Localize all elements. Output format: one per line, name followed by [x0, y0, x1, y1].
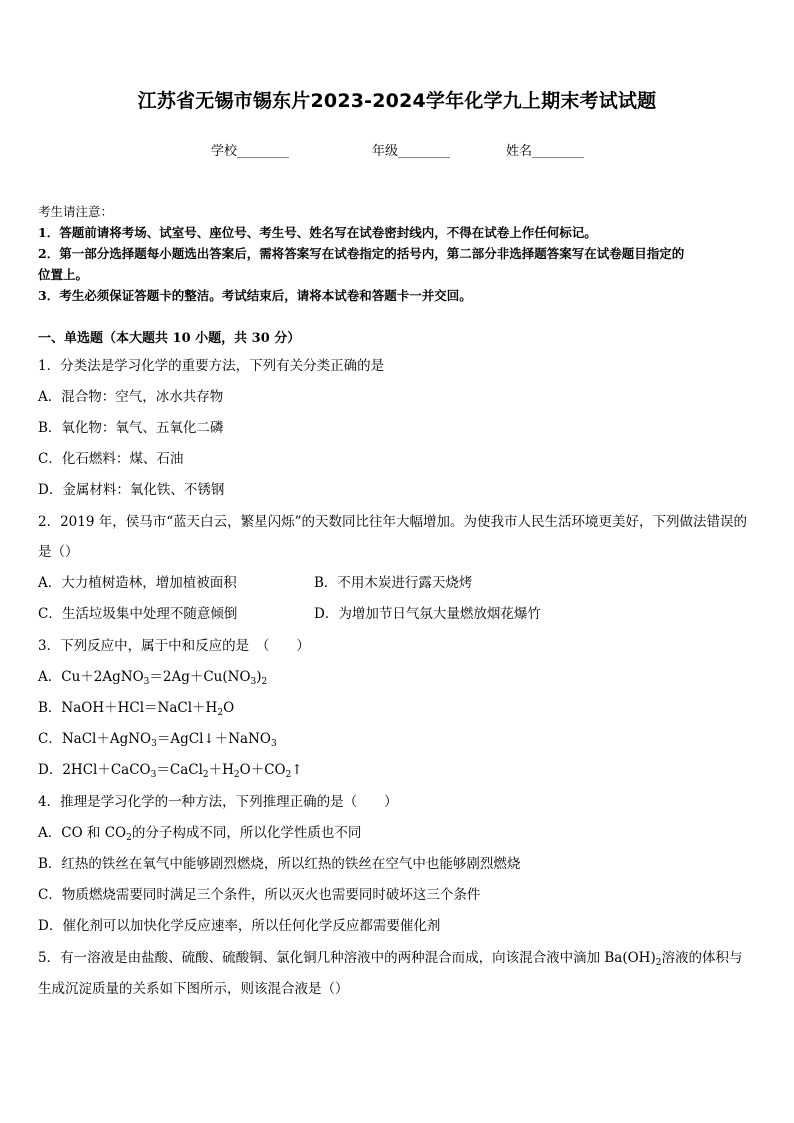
question-4-option-c[interactable]: C．物质燃烧需要同时满足三个条件，所以灭火也需要同时破坏这三个条件 — [38, 887, 481, 903]
notice-item: 1．答题前请将考场、试室号、座位号、考生号、姓名写在试卷密封线内，不得在试卷上作任何标记。 — [38, 225, 597, 240]
grade-field[interactable]: 年级________ — [372, 144, 451, 159]
subscript: 2 — [126, 833, 132, 843]
stem-text: 溶液的体积与 — [661, 950, 743, 966]
question-1-option-c[interactable]: C．化石燃料：煤、石油 — [38, 451, 184, 467]
stem-text: 5．有一溶液是由盐酸、硫酸、硫酸铜、氯化铜几种溶液中的两种混合而成，向该混合液中滴加 Ba(OH) — [38, 950, 656, 966]
subscript: 2 — [202, 770, 209, 780]
question-4-option-a[interactable] — [38, 821, 361, 841]
notice-item: 3．考生必须保证答题卡的整洁。考试结束后，请将本试卷和答题卡一并交回。 — [38, 288, 472, 303]
equation-text: ＝CaCl — [156, 762, 203, 778]
name-field[interactable]: 姓名________ — [506, 144, 585, 159]
question-2-option-c[interactable]: C．生活垃圾集中处理不随意倾倒 — [38, 606, 238, 622]
equation-text: Cu＋2AgNO — [61, 669, 144, 685]
equation-text: ＝2Ag＋Cu(NO — [149, 669, 251, 685]
question-1-option-a[interactable]: A．混合物：空气，冰水共存物 — [38, 389, 224, 405]
subscript: 2 — [655, 958, 662, 968]
option-text: A．CO 和 CO — [38, 825, 127, 841]
question-3-option-b[interactable] — [38, 696, 234, 716]
subscript: 3 — [250, 677, 257, 687]
notice-heading: 考生请注意： — [38, 204, 114, 219]
subscript: 3 — [270, 739, 277, 749]
question-5-stem-cont: 生成沉淀质量的关系如下图所示，则该混合液是（） — [38, 981, 349, 997]
subscript: 2 — [261, 677, 268, 687]
option-label: C． — [38, 731, 62, 747]
question-2-option-b[interactable]: B．不用木炭进行露天烧烤 — [314, 575, 473, 591]
student-info-row — [0, 140, 794, 160]
question-5-stem — [38, 946, 742, 966]
question-4-stem: 4．推理是学习化学的一种方法，下列推理正确的是（ ） — [38, 794, 398, 810]
equation-text: NaCl＋AgNO — [61, 731, 152, 747]
option-label: B． — [38, 700, 62, 716]
subscript: 2 — [233, 770, 240, 780]
subscript: 3 — [150, 770, 157, 780]
subscript: 2 — [285, 770, 292, 780]
equation-text: NaOH＋HCl＝NaCl＋H — [61, 700, 218, 716]
equation-text: O＋CO — [239, 762, 286, 778]
question-2-option-a[interactable]: A．大力植树造林，增加植被面积 — [38, 575, 237, 591]
option-label: A． — [38, 669, 62, 685]
question-3-stem: 3．下列反应中，属于中和反应的是 （ ） — [38, 638, 310, 654]
equation-text: ↑ — [291, 762, 303, 778]
notice-item: 位置上。 — [38, 267, 89, 282]
section-heading: 一、单选题（本大题共 10 小题，共 30 分） — [38, 331, 301, 346]
equation-text: ) — [256, 669, 262, 685]
school-field[interactable]: 学校________ — [211, 144, 290, 159]
question-4-option-d[interactable]: D．催化剂可以加快化学反应速率，所以任何化学反应都需要催化剂 — [38, 918, 441, 934]
question-1-option-d[interactable]: D．金属材料：氧化铁、不锈钢 — [38, 482, 225, 498]
subscript: 3 — [151, 739, 157, 749]
subscript: 2 — [217, 708, 224, 718]
option-label: D． — [38, 762, 63, 778]
question-3-option-c[interactable] — [38, 727, 277, 747]
question-3-option-d[interactable] — [38, 758, 303, 778]
equation-text: O — [223, 700, 235, 716]
question-1-option-b[interactable]: B．氧化物：氧气、五氧化二磷 — [38, 420, 224, 436]
question-2-stem-cont: 是（） — [38, 544, 79, 560]
question-1-stem: 1．分类法是学习化学的重要方法，下列有关分类正确的是 — [38, 358, 385, 374]
subscript: 3 — [143, 677, 150, 687]
page-title: 江苏省无锡市锡东片2023-2024学年化学九上期末考试试题 — [137, 90, 657, 112]
equation-text: ＋H — [208, 762, 234, 778]
option-text: 的分子构成不同，所以化学性质也不同 — [131, 825, 362, 841]
equation-text: 2HCl＋CaCO — [62, 762, 151, 778]
question-4-option-b[interactable]: B．红热的铁丝在氧气中能够剧烈燃烧，所以红热的铁丝在空气中也能够剧烈燃烧 — [38, 856, 521, 872]
equation-text: ＝AgCl↓＋NaNO — [156, 731, 271, 747]
question-3-option-a[interactable] — [38, 665, 267, 685]
question-2-stem: 2．2019 年，侯马市“蓝天白云，繁星闪烁”的天数同比往年大幅增加。为使我市人民生活环境更美好，下列做法错误的 — [38, 514, 748, 530]
notice-item: 2．第一部分选择题每小题选出答案后，需将答案写在试卷指定的括号内，第二部分非选择题答案写在试卷题目指定的 — [38, 246, 685, 261]
question-2-option-d[interactable]: D．为增加节日气氛大量燃放烟花爆竹 — [314, 606, 541, 622]
exam-notice — [38, 201, 758, 306]
